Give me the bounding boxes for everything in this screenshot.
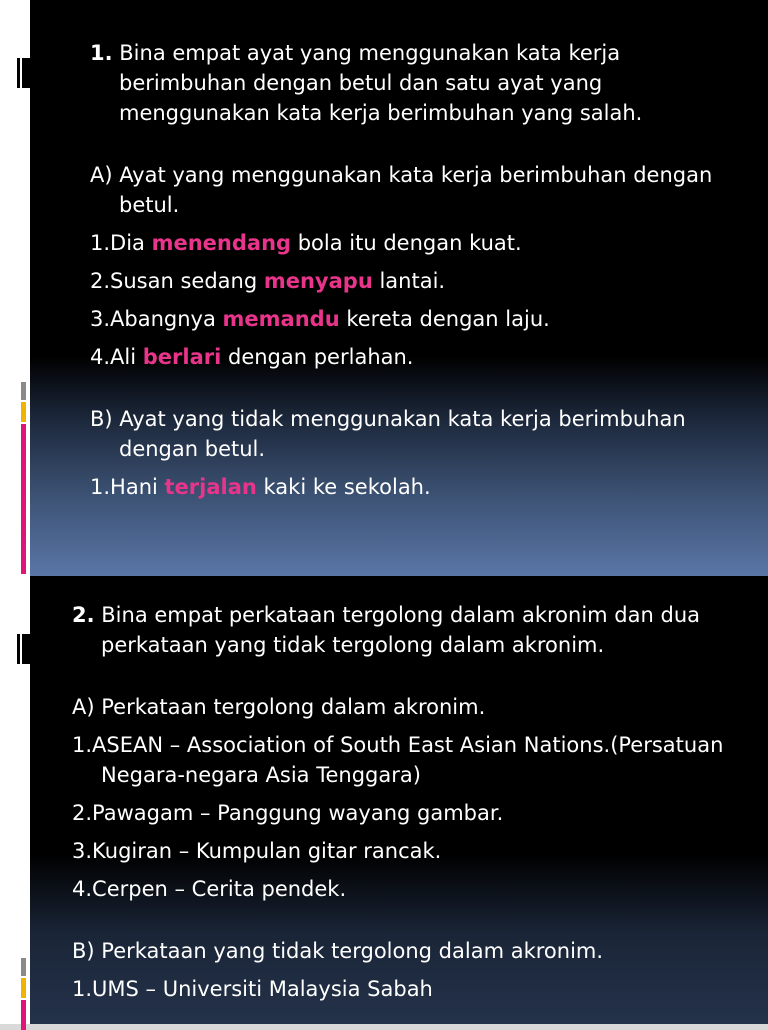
question-text: Bina empat ayat yang menggunakan kata kerja berimbuhan dengan betul dan satu ayat yang menggunakan kata kerja berimbuhan yang salah. <box>112 41 643 125</box>
slide-2 <box>30 576 768 1024</box>
highlighted-verb: memandu <box>222 307 340 331</box>
section-a-heading: A) Perkataan tergolong dalam akronim. <box>72 695 486 719</box>
list-item: 1.UMS – Universiti Malaysia Sabah <box>72 977 433 1001</box>
list-item: 3.Abangnya memandu kereta dengan laju. <box>90 307 550 331</box>
highlighted-verb: berlari <box>142 345 222 369</box>
list-item: 1.Hani terjalan kaki ke sekolah. <box>90 475 431 499</box>
list-item: 2.Pawagam – Panggung wayang gambar. <box>72 801 504 825</box>
slide-1-content <box>90 38 750 502</box>
list-item: 2.Susan sedang menyapu lantai. <box>90 269 446 293</box>
highlighted-verb: terjalan <box>164 475 257 499</box>
list-item: 3.Kugiran – Kumpulan gitar rancak. <box>72 839 442 863</box>
left-margin-strip <box>0 0 30 576</box>
highlighted-verb: menendang <box>151 231 292 255</box>
slide-1 <box>30 0 768 576</box>
list-item: 1.Dia menendang bola itu dengan kuat. <box>90 231 522 255</box>
list-item: 1.ASEAN – Association of South East Asian Nations.(Persatuan Negara-negara Asia Tenggara) <box>72 733 724 787</box>
slide-2-content <box>72 600 752 1004</box>
question-number: 2. <box>72 603 95 627</box>
left-margin-strip <box>0 576 30 1024</box>
section-b-heading: B) Ayat yang tidak menggunakan kata kerja berimbuhan dengan betul. <box>90 407 686 461</box>
section-b-heading: B) Perkataan yang tidak tergolong dalam akronim. <box>72 939 604 963</box>
list-item: 4.Cerpen – Cerita pendek. <box>72 877 347 901</box>
question-number: 1. <box>90 41 113 65</box>
question-text: Bina empat perkataan tergolong dalam akronim dan dua perkataan yang tidak tergolong dalam akronim. <box>94 603 700 657</box>
list-item: 4.Ali berlari dengan perlahan. <box>90 345 414 369</box>
bracket-decoration <box>17 634 30 664</box>
section-a-heading: A) Ayat yang menggunakan kata kerja berimbuhan dengan betul. <box>90 163 713 217</box>
highlighted-verb: menyapu <box>263 269 373 293</box>
question-1 <box>90 38 750 128</box>
question-2 <box>72 600 752 660</box>
bracket-decoration <box>17 58 30 88</box>
